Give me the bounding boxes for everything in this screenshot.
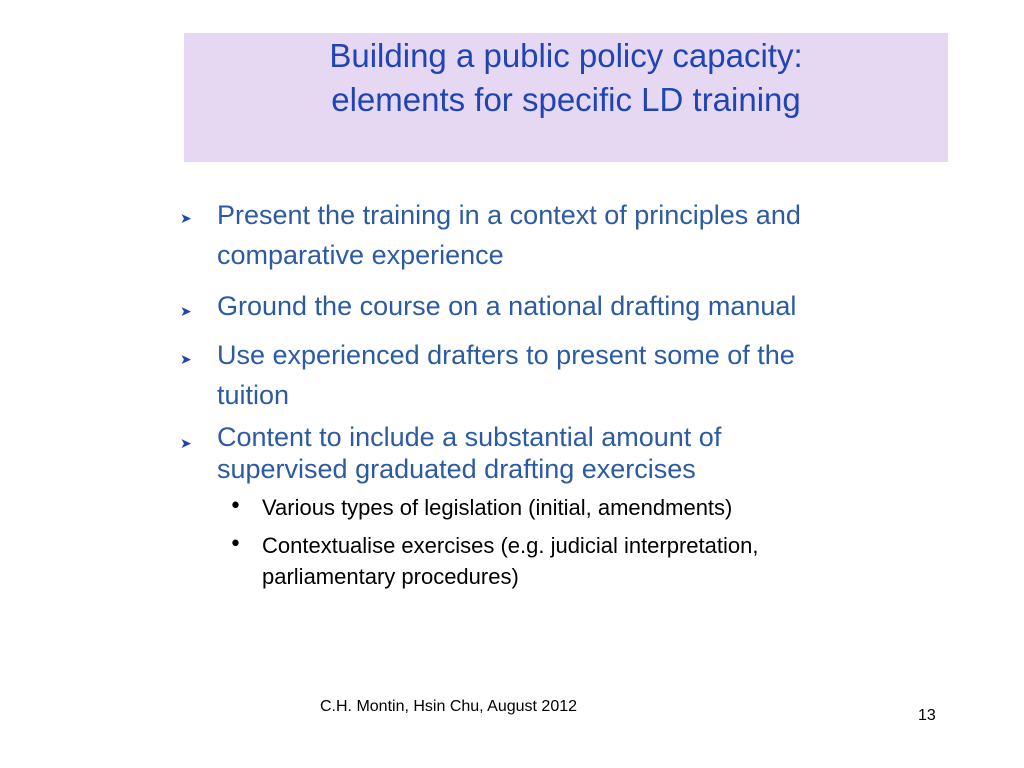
arrow-bullet-icon: ➤ (180, 304, 192, 320)
bullet-1-line-2: comparative experience (217, 240, 504, 270)
sub-bullet-2-line-1: Contextualise exercises (e.g. judicial interpretation, (262, 533, 759, 558)
bullet-4-line-1: Content to include a substantial amount of (217, 422, 722, 452)
slide-title-line-2: elements for specific LD training (331, 81, 801, 118)
title-box (184, 33, 948, 162)
arrow-bullet-icon: ➤ (180, 436, 192, 452)
slide-title-line-1: Building a public policy capacity: (329, 37, 803, 74)
sub-bullet-1-line-1: Various types of legislation (initial, amendments) (262, 495, 733, 520)
footer-text: C.H. Montin, Hsin Chu, August 2012 (320, 698, 578, 715)
page-number: 13 (918, 707, 936, 724)
bullet-4-line-2: supervised graduated drafting exercises (217, 454, 696, 484)
sub-bullet-2-line-2: parliamentary procedures) (262, 564, 519, 589)
arrow-bullet-icon: ➤ (180, 352, 192, 368)
bullet-1-line-1: Present the training in a context of principles and (217, 200, 801, 230)
bullet-3-line-2: tuition (217, 380, 290, 410)
bullet-2-line-1: Ground the course on a national drafting manual (217, 291, 797, 321)
bullet-3-line-1: Use experienced drafters to present some of the (217, 340, 795, 370)
dot-bullet-icon: • (229, 494, 242, 519)
dot-bullet-icon: • (229, 532, 242, 557)
arrow-bullet-icon: ➤ (180, 211, 192, 227)
